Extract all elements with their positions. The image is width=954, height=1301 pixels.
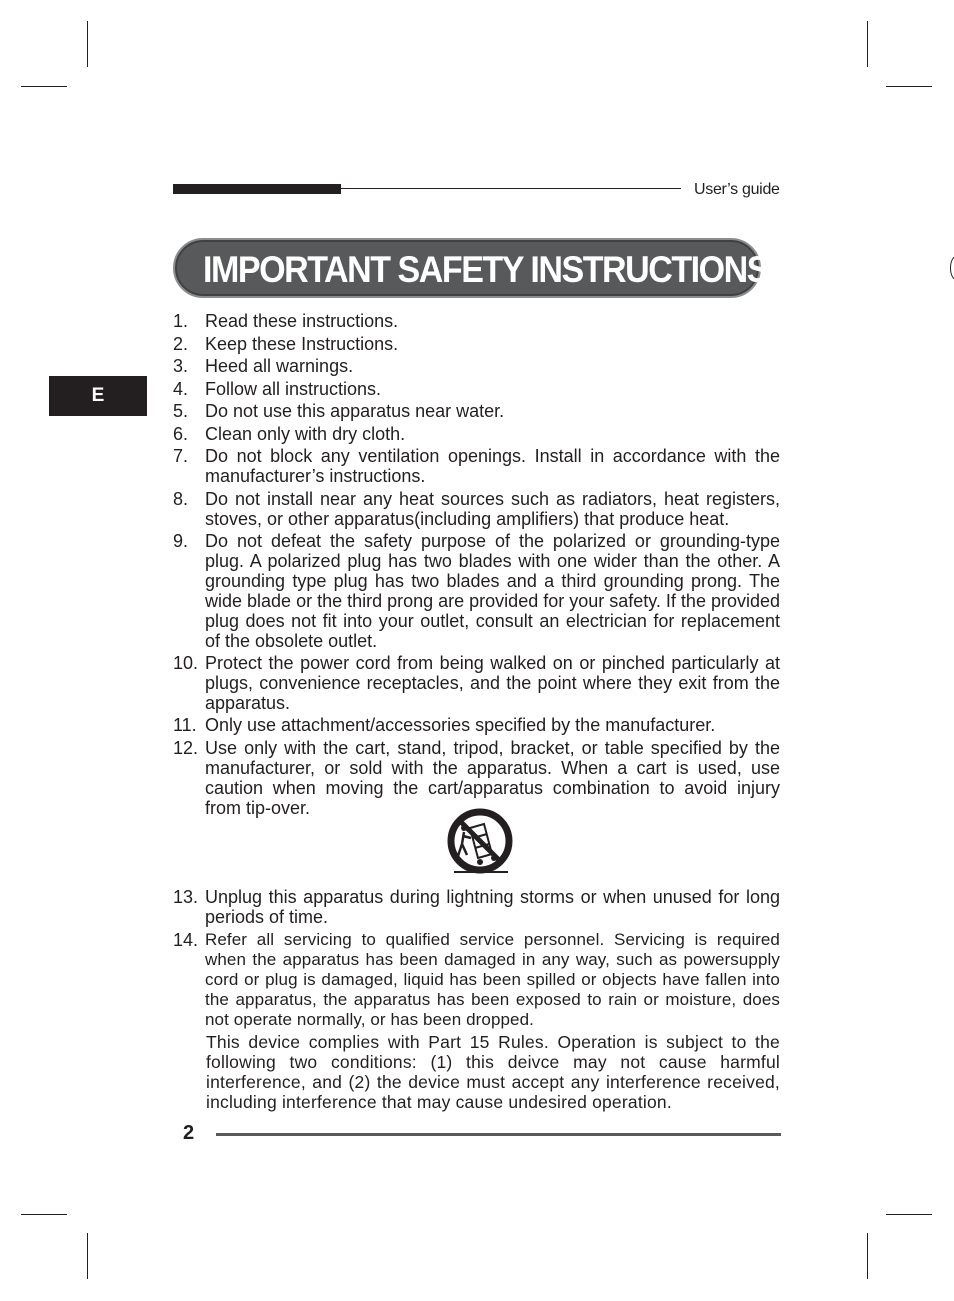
crop-mark bbox=[21, 86, 67, 87]
item-text: Only use attachment/accessories specified by the manufacturer. bbox=[205, 715, 716, 735]
item-text: Clean only with dry cloth. bbox=[205, 424, 406, 444]
item-text: Do not install near any heat sources such as radiators, heat registers, stoves, or other apparatus(including amplifiers) that produce heat. bbox=[205, 489, 780, 529]
crop-mark bbox=[886, 1214, 932, 1215]
item-text: Do not defeat the safety purpose of the polarized or grounding-type plug. A polarized plug has two blades with one wider than the other. A grounding type plug has two blades and a third grounding prong. The wide blade or the third prong are provided for your safety. If the provided plug does not fit into your outlet, consult an electrician for replacement of the obsolete outlet. bbox=[205, 531, 780, 651]
item-text: Use only with the cart, stand, tripod, bracket, or table specified by the manufacturer, or sold with the apparatus. When a cart is used, use caution when moving the cart/apparatus combination to avoid injury from tip-over. bbox=[205, 738, 780, 818]
header-rule-thin bbox=[341, 188, 681, 189]
item-text: Refer all servicing to qualified service personnel. Servicing is required when the apparatus has been damaged in any way, such as powersupply cord or plug is damaged, liquid has been spilled or objects have fallen into the apparatus, the apparatus has been exposed to rain or moisture, does not operate normally, or has been dropped. bbox=[205, 930, 780, 1029]
page-number: 2 bbox=[183, 1122, 195, 1144]
crop-mark bbox=[87, 1233, 88, 1279]
item-number: 9. bbox=[173, 531, 189, 551]
item-number: 13. bbox=[173, 887, 199, 907]
item-number: 5. bbox=[173, 401, 189, 421]
page-title: IMPORTANT SAFETY INSTRUCTIONS bbox=[203, 249, 769, 290]
crop-mark bbox=[87, 21, 88, 67]
item-number: 12. bbox=[173, 738, 199, 758]
item-text: Heed all warnings. bbox=[205, 356, 354, 376]
footer-rule bbox=[216, 1133, 781, 1136]
item-text: Keep these Instructions. bbox=[205, 334, 399, 354]
item-number: 6. bbox=[173, 424, 189, 444]
header-label: User’s guide bbox=[694, 181, 780, 198]
crop-mark bbox=[21, 1214, 67, 1215]
item-text: Follow all instructions. bbox=[205, 379, 382, 399]
crop-mark bbox=[867, 1233, 868, 1279]
header-rule-thick bbox=[173, 184, 341, 194]
item-number: 11. bbox=[173, 715, 197, 735]
item-text: Unplug this apparatus during lightning storms or when unused for long periods of time. bbox=[205, 887, 780, 927]
registration-mark bbox=[950, 256, 954, 280]
item-number: 14. bbox=[173, 930, 199, 950]
item-number: 3. bbox=[173, 356, 189, 376]
item-text: Read these instructions. bbox=[205, 311, 399, 331]
language-tab: E bbox=[49, 376, 147, 416]
crop-mark bbox=[867, 21, 868, 67]
title-banner bbox=[173, 238, 769, 298]
item-number: 2. bbox=[173, 334, 189, 354]
item-text: Do not use this apparatus near water. bbox=[205, 401, 505, 421]
cart-tip-over-warning-icon bbox=[446, 808, 514, 876]
item-text: Protect the power cord from being walked on or pinched particularly at plugs, convenience receptacles, and the point where they exit from the apparatus. bbox=[205, 653, 780, 713]
crop-mark bbox=[886, 86, 932, 87]
item-number: 4. bbox=[173, 379, 189, 399]
item-number: 8. bbox=[173, 489, 189, 509]
item-text: Do not block any ventilation openings. Install in accordance with the manufacturer’s instructions. bbox=[205, 446, 780, 486]
compliance-note: This device complies with Part 15 Rules. Operation is subject to the following two conditions: (1) this deivce may not cause harmful interference, and (2) the device must accept any interference received, including interference that may cause undesired operation. bbox=[206, 1032, 780, 1112]
item-number: 7. bbox=[173, 446, 189, 466]
item-number: 10. bbox=[173, 653, 199, 673]
item-number: 1. bbox=[173, 311, 189, 331]
